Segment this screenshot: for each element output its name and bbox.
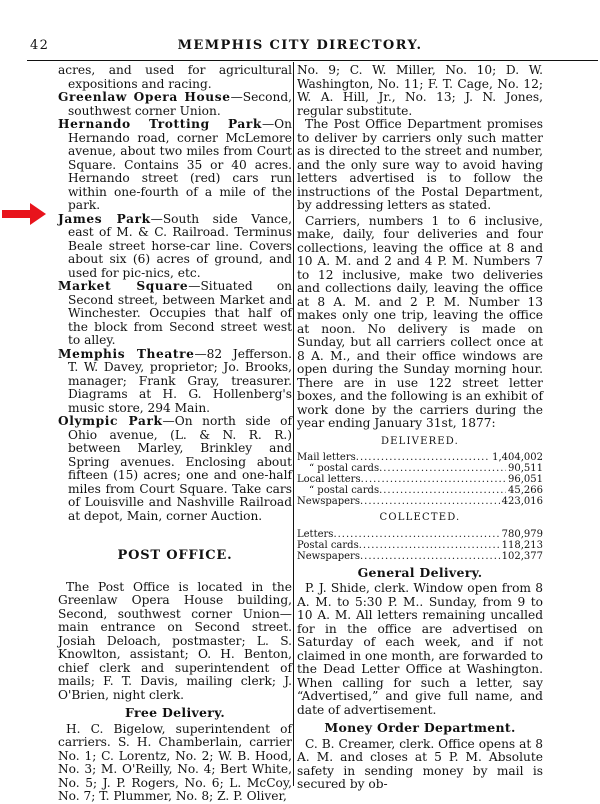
- stat-value: 45,266: [508, 485, 543, 496]
- red-arrow-icon: [2, 203, 46, 225]
- entry-market: [58, 280, 292, 348]
- stat-label: Mail letters: [297, 452, 356, 463]
- entry-text: —Situated on Second street, between Market and Winchester. Occupies that half of the block from Second street west to alley.: [68, 279, 293, 347]
- entry-name: Hernando Trotting Park: [58, 117, 262, 131]
- delivered-table: [297, 452, 543, 507]
- entry-name: James Park: [58, 211, 151, 226]
- stat-value: 90,511: [508, 463, 543, 474]
- entry-greenlaw: [58, 91, 292, 118]
- post-office-heading: POST OFFICE.: [117, 548, 233, 563]
- general-delivery-heading: General Delivery.: [357, 564, 483, 580]
- general-delivery-text: P. J. Shide, clerk. Window open from 8 A. M. to 5:30 P. M.. Sunday, from 9 to 10 A. M. All letters remaining uncalled for in the office are advertised on Saturday of each week, and if not claimed in one month, are forwarded to the Dead Letter Office at Washington. When calling for such a letter, say “Advertised,” and give full name, and date of advertisement.: [297, 581, 543, 717]
- entry-text: —On north side of Ohio avenue, (L. & N. R. R.) between Marley, Brinkley and Spring avenues. Enclosing about fifteen (15) acres; one and one-half miles from Court Square. Take cars of Louisville and Nashville Railroad at depot, Main, corner Auction.: [68, 414, 292, 523]
- collected-table: [297, 529, 543, 562]
- right-column: [297, 64, 543, 792]
- department-text: The Post Office Department promises to deliver by carriers only such matter as is directed to the street and number, and the only sure way to avoid having letters advertised is to follow the instructions of the Postal Department, by addressing letters as stated.: [297, 117, 543, 212]
- stat-row: [297, 474, 543, 485]
- money-order-text: C. B. Creamer, clerk. Office opens at 8 A. M. and closes at 5 P. M. Absolute safety in sending money by mail is secured by ob-: [297, 736, 543, 791]
- entry-james: [58, 213, 292, 281]
- stat-value: 1,404,002: [492, 452, 543, 463]
- entry-text: —South side Vance, east of M. & C. Railroad. Terminus Beale street horse-car line. Covers about six (6) acres of ground, and used for pic-nics, etc.: [68, 211, 292, 280]
- carriers-schedule-text: Carriers, numbers 1 to 6 inclusive, make, daily, four deliveries and four collections, leaving the office at 8 and 10 A. M. and 2 and 4 P. M. Numbers 7 to 12 inclusive, make two deliveries and collections daily, leaving the office at 8 A. M. and 2 P. M. Number 13 makes only one trip, leaving the office at noon. No delivery is made on Sunday, but all carriers collect once at 8 A. M., and their office windows are open during the Sunday morning hour. There are in use 122 street letter boxes, and the following is an exhibit of work done by the carriers during the year ending January 31st, 1877:: [297, 213, 543, 430]
- stat-row: [297, 463, 543, 474]
- delivered-heading: DELIVERED.: [380, 435, 460, 447]
- running-title: MEMPHIS CITY DIRECTORY.: [177, 38, 423, 53]
- stat-row: [297, 540, 543, 551]
- header-rule: [27, 60, 598, 61]
- entry-name: Olympic Park: [58, 414, 163, 428]
- collected-heading: COLLECTED.: [379, 512, 461, 523]
- entry-olympic: [58, 415, 292, 523]
- stat-value: 96,051: [508, 474, 543, 485]
- stat-value: 780,979: [501, 528, 543, 540]
- page-number: 42: [30, 38, 50, 53]
- stat-row: [297, 551, 543, 562]
- entry-text: —On Hernando road, corner McLemore avenue, about two miles from Court Square. Contains 35 or 40 acres. Hernando street (red) cars run within one-fourth of a mile of the park.: [68, 117, 292, 212]
- free-delivery-text: H. C. Bigelow, superintendent of carriers. S. H. Chamberlain, carrier No. 1; C. Lorentz, No. 2; W. B. Hood, No. 3; M. O'Reilly, No. 4; Bert White, No. 5; J. P. Rogers, No. 6; L. McCoy, No. 7; T. Plummer, No. 8; Z. P. Oliver,: [58, 721, 292, 803]
- money-order-heading: Money Order Department.: [324, 720, 516, 735]
- column-divider: [293, 62, 294, 786]
- stat-row: [297, 529, 543, 540]
- stat-label: Newspapers: [297, 496, 360, 507]
- entry-name: Market Square: [58, 279, 189, 293]
- stat-value: 423,016: [501, 496, 543, 507]
- stat-label: “ postal cards: [309, 463, 380, 474]
- stat-row: [297, 496, 543, 507]
- left-column: [58, 64, 292, 804]
- intro-text: acres, and used for agricultural expositions and racing.: [58, 63, 292, 91]
- stat-label: “ postal cards: [309, 485, 380, 496]
- stat-label: Local letters: [297, 474, 361, 485]
- stat-label: Letters: [297, 528, 334, 540]
- page-header: [0, 38, 600, 58]
- entry-text: —82 Jefferson. T. W. Davey, proprietor; Jo. Brooks, manager; Frank Gray, treasurer. Diagrams at H. G. Hollenberg's music store, 294 Main.: [68, 346, 292, 415]
- entry-name: Greenlaw Opera House: [58, 90, 231, 104]
- entry-theatre: [58, 348, 292, 416]
- stat-label: Postal cards: [297, 539, 359, 551]
- entry-name: Memphis Theatre: [58, 346, 195, 361]
- carriers-continued-text: No. 9; C. W. Miller, No. 10; D. W. Washington, No. 11; F. T. Cage, No. 12; W. A. Hill, Jr., No. 13; J. N. Jones, regular substitute.: [297, 63, 543, 118]
- stat-row: [297, 485, 543, 496]
- entry-hernando: [58, 118, 292, 213]
- stat-value: 118,213: [501, 539, 543, 551]
- stat-value: 102,377: [501, 550, 543, 562]
- post-office-text: The Post Office is located in the Greenlaw Opera House building, Second, southwest corner Union—main entrance on Second street. Josiah Deloach, postmaster; L. S. Knowlton, assistant; O. H. Benton, chief clerk and superintendent of mails; F. T. Davis, mailing clerk; J. O'Brien, night clerk.: [58, 579, 292, 702]
- stat-row: [297, 452, 543, 463]
- stat-label: Newspapers: [297, 550, 360, 562]
- free-delivery-heading: Free Delivery.: [125, 705, 225, 720]
- entry-text: —Second, southwest corner Union.: [68, 90, 292, 118]
